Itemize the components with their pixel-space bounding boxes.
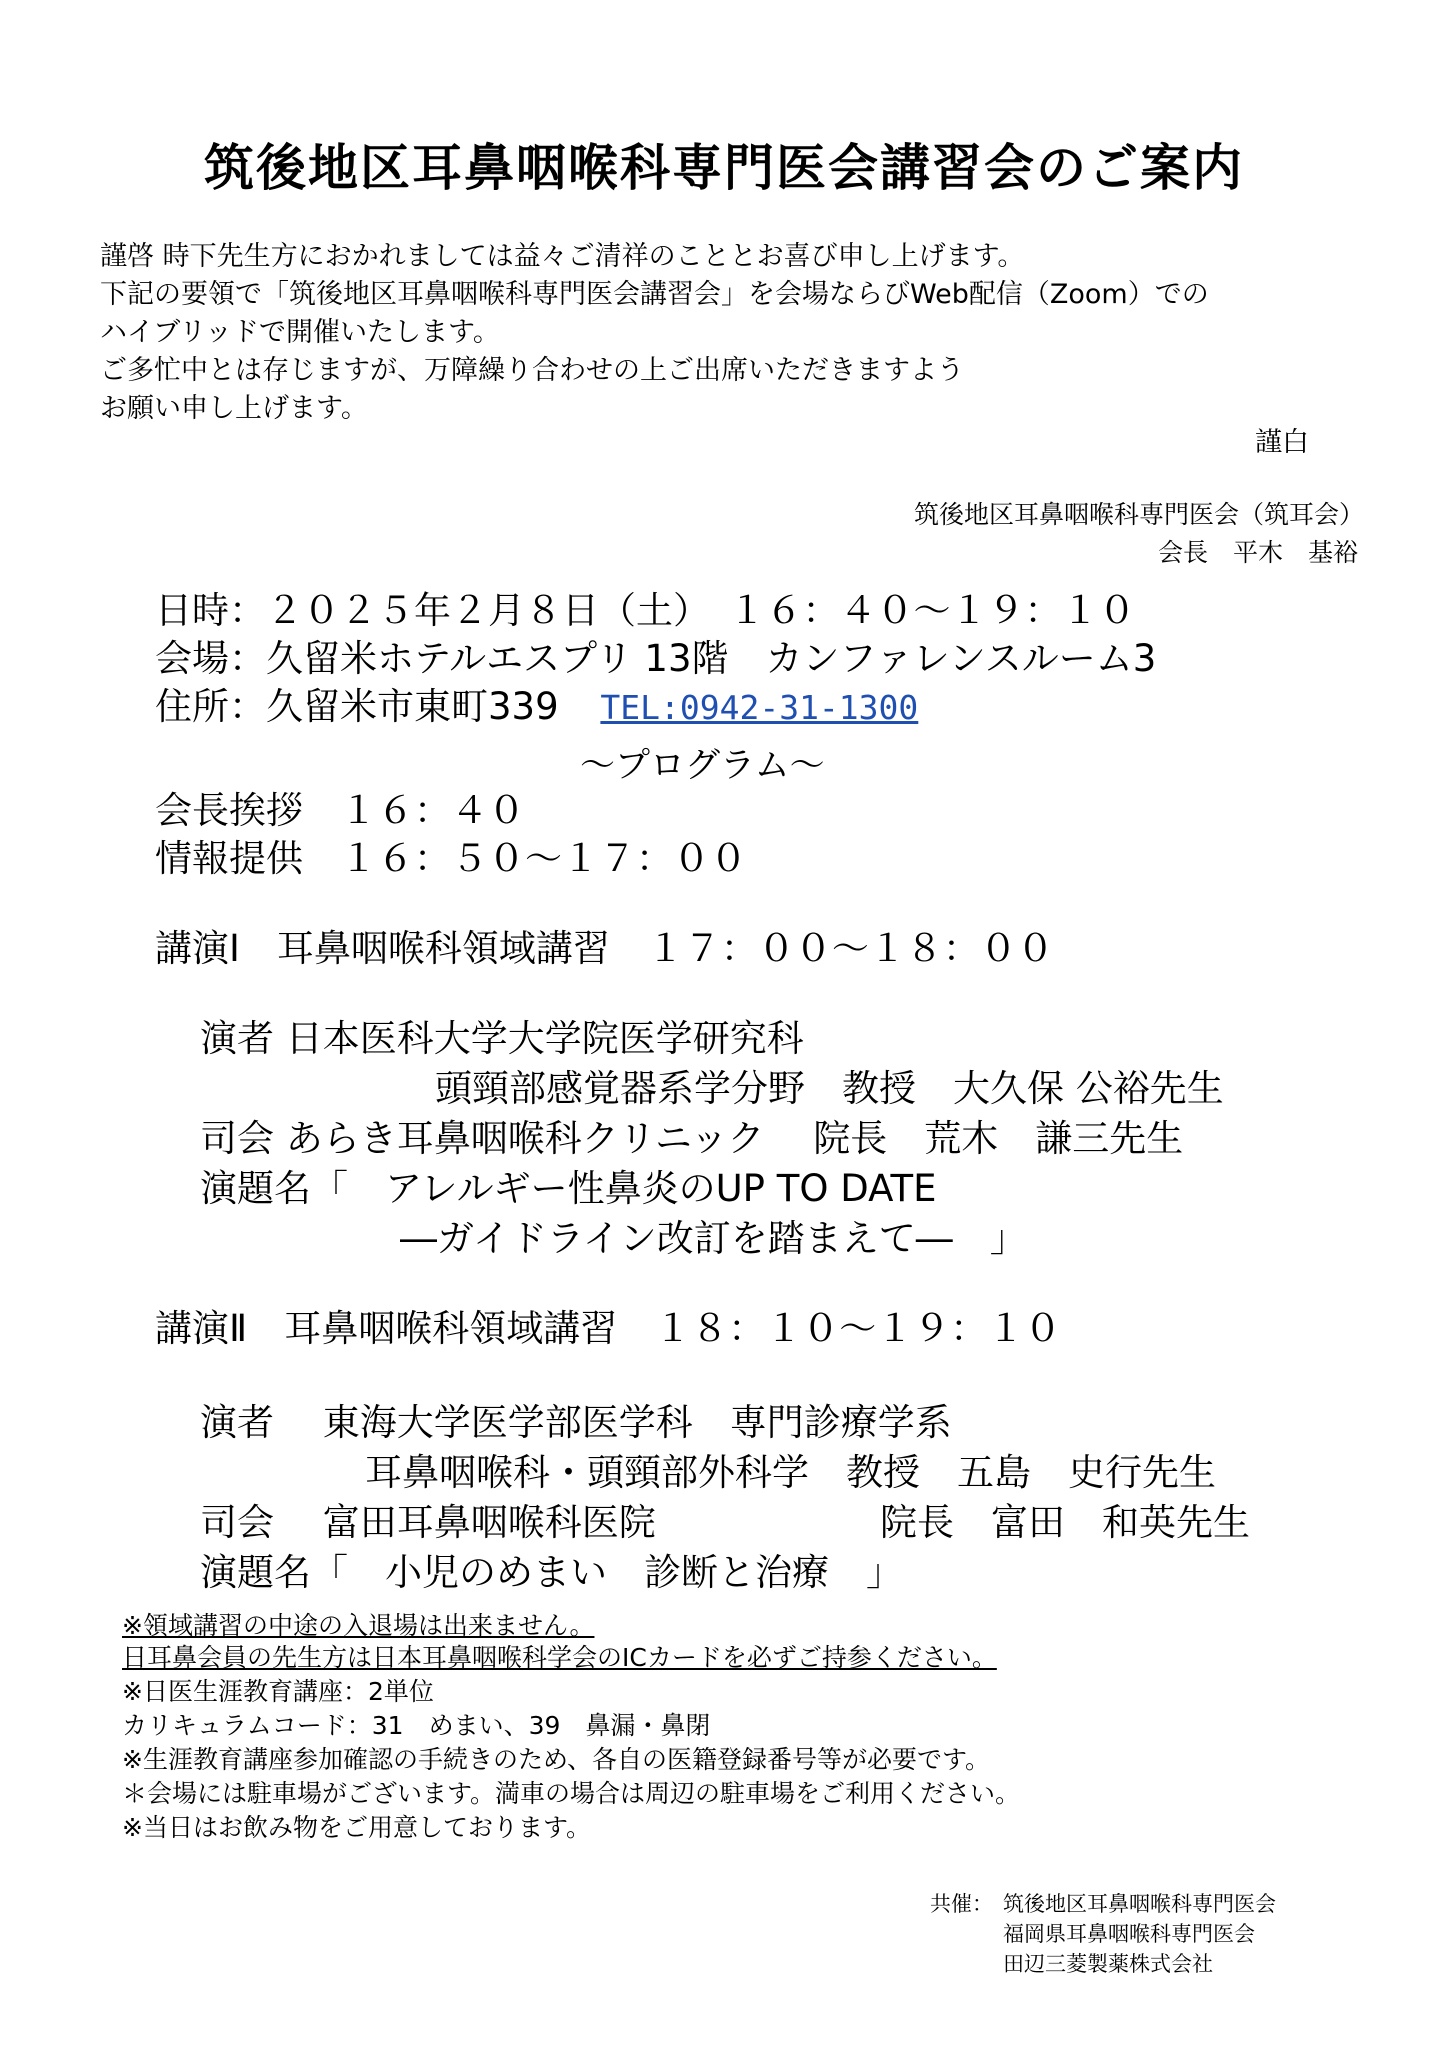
note-item: ※生涯教育講座参加確認の手続きのため、各自の医籍登録番号等が必要です。: [122, 1745, 990, 1774]
program-greeting: 会長挨拶 １６：４０: [155, 789, 525, 832]
note-item: ※日医生涯教育講座：2単位: [122, 1677, 434, 1706]
sponsor-name: 福岡県耳鼻咽喉科専門医会: [1003, 1922, 1255, 1946]
tel-link[interactable]: TEL:0942-31-1300: [600, 688, 919, 727]
program-info: 情報提供 １６：５０～１７：００: [155, 837, 747, 880]
address-label: 住所：久留米市東町339: [155, 685, 559, 728]
lecture1-speaker-affiliation: 頭頸部感覚器系学分野 教授 大久保 公裕先生: [435, 1067, 1224, 1110]
lecture1-chair: 司会 あらき耳鼻咽喉科クリニック 院長 荒木 謙三先生: [200, 1117, 1184, 1160]
lecture2-speaker: 演者 東海大学医学部医学科 専門診療学系: [200, 1401, 952, 1444]
lecture1-header: 講演Ⅰ 耳鼻咽喉科領域講習 １７：００～１８：００: [155, 927, 1054, 970]
sponsors-label: 共催：: [930, 1892, 993, 1916]
lecture2-chair-role: 院長 富田 和英先生: [880, 1501, 1250, 1544]
intro-line: ハイブリッドで開催いたします。: [100, 317, 500, 348]
page-title: 筑後地区耳鼻咽喉科専門医会講習会のご案内: [204, 139, 1244, 197]
lecture2-speaker-affiliation: 耳鼻咽喉科・頭頸部外科学 教授 五島 史行先生: [365, 1451, 1216, 1494]
note-item: ＊会場には駐車場がございます。満車の場合は周辺の駐車場をご利用ください。: [122, 1779, 1021, 1808]
event-address: [155, 676, 918, 730]
note-item: カリキュラムコード：31 めまい、39 鼻漏・鼻閉: [122, 1711, 711, 1740]
intro-line: 下記の要領で「筑後地区耳鼻咽喉科専門医会講習会」を会場ならびWeb配信（Zoom）での: [100, 279, 1209, 310]
lecture2-chair: 司会 富田耳鼻咽喉科医院: [200, 1501, 656, 1544]
lecture2-title: 演題名「 小児のめまい 診断と治療 」: [200, 1551, 903, 1594]
sponsor-name: 田辺三菱製薬株式会社: [1003, 1952, 1213, 1976]
lecture1-title: 演題名「 アレルギー性鼻炎のUP TO DATE: [200, 1167, 937, 1210]
lecture1-speaker: 演者 日本医科大学大学院医学研究科: [200, 1017, 804, 1060]
note-item: ※当日はお飲み物をご用意しております。: [122, 1813, 591, 1842]
organizer-president: 会長 平木 基裕: [1157, 538, 1358, 567]
lecture1-subtitle: ―ガイドライン改訂を踏まえて― 」: [400, 1217, 1027, 1260]
event-datetime: 日時：２０２５年２月８日（土） １６：４０～１９：１０: [155, 589, 1136, 632]
intro-line: ご多忙中とは存じますが、万障繰り合わせの上ご出席いただきますよう: [100, 355, 964, 386]
sponsor-name: 筑後地区耳鼻咽喉科専門医会: [1003, 1892, 1276, 1916]
organizer-name: 筑後地区耳鼻咽喉科専門医会（筑耳会）: [913, 500, 1364, 529]
closing-word: 謹白: [1255, 427, 1309, 458]
intro-line: 謹啓 時下先生方におかれましては益々ご清祥のこととお喜び申し上げます。: [100, 241, 1025, 272]
note-item: 日耳鼻会員の先生方は日本耳鼻咽喉科学会のICカードを必ずご持参ください。: [122, 1643, 997, 1672]
lecture2-header: 講演Ⅱ 耳鼻咽喉科領域講習 １８：１０～１９：１０: [155, 1307, 1062, 1350]
note-item: ※領域講習の中途の入退場は出来ません。: [122, 1611, 595, 1640]
event-venue: 会場：久留米ホテルエスプリ 13階 カンファレンスルーム3: [155, 637, 1157, 680]
intro-line: お願い申し上げます。: [100, 393, 368, 424]
program-heading: ～プログラム～: [580, 746, 825, 786]
